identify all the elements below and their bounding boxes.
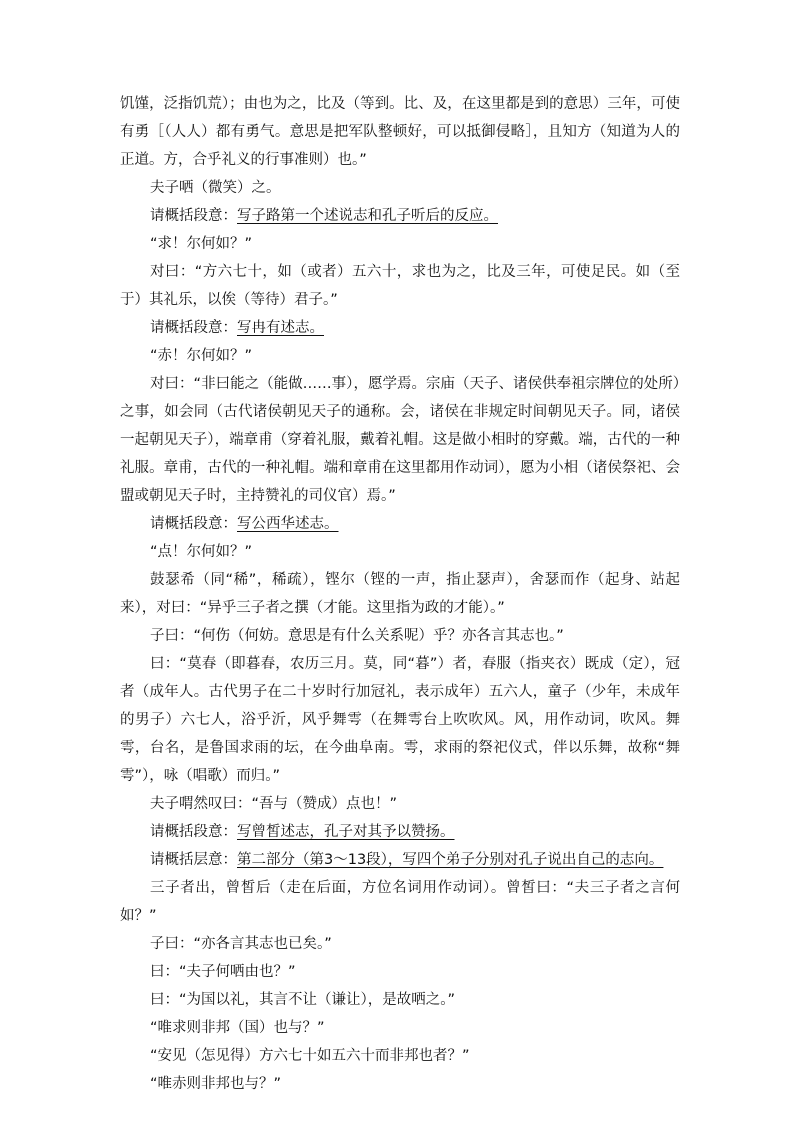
paragraph: 饥馑，泛指饥荒）；由也为之，比及（等到。比、及，在这里都是到的意思）三年，可使有勇［（人人）都有勇气。意思是把军队整顿好，可以抵御侵略］，且知方（知道为人的正道。方，合乎礼义的行事准则）也。” — [120, 96, 680, 168]
paragraph: 夫子喟然叹曰：“吾与（赞成）点也！” — [150, 796, 398, 812]
paragraph: “点！尔何如？” — [150, 544, 253, 560]
paragraph: 子曰：“亦各言其志也已矣。” — [150, 936, 332, 952]
summary-line — [120, 510, 680, 538]
summary-answer: 写子路第一个述说志和孔子听后的反应。 — [237, 208, 498, 224]
summary-label: 请概括段意： — [150, 320, 237, 336]
summary-line — [120, 818, 680, 846]
paragraph: “唯求则非邦（国）也与？” — [150, 1020, 325, 1036]
paragraph: 鼓瑟希（同“稀”，稀疏），铿尔（铿的一声，指止瑟声），舍瑟而作（起身、站起来），对曰：“异乎三子者之撰（才能。这里指为政的才能）。” — [120, 572, 680, 616]
paragraph: 夫子哂（微笑）之。 — [150, 180, 281, 196]
summary-label: 请概括段意： — [150, 824, 237, 840]
paragraph: 对曰：“非曰能之（能做……事），愿学焉。宗庙（天子、诸侯供奉祖宗牌位的处所）之事，如会同（古代诸侯朝见天子的通称。会，诸侯在非规定时间朝见天子。同，诸侯一起朝见天子），端章甫（穿着礼服，戴着礼帽。这是做小相时的穿戴。端，古代的一种礼服。章甫，古代的一种礼帽。端和章甫在这里都用作动词），愿为小相（诸侯祭祀、会盟或朝见天子时，主持赞礼的司仪官）焉。” — [120, 376, 680, 504]
paragraph: “求！尔何如？” — [150, 236, 253, 252]
summary-answer: 第二部分（第3～13段），写四个弟子分别对孔子说出自己的志向。 — [237, 852, 664, 868]
paragraph: 曰：“莫春（即暮春，农历三月。莫，同“暮”）者，春服（指夹衣）既成（定），冠者（成年人。古代男子在二十岁时行加冠礼，表示成年）五六人，童子（少年，未成年的男子）六七人，浴乎沂，风乎舞雩（在舞雩台上吹吹风。风，用作动词，吹风。舞雩，台名，是鲁国求雨的坛，在今曲阜南。雩，求雨的祭祀仪式，伴以乐舞，故称“舞雩”），咏（唱歌）而归。” — [120, 656, 680, 784]
summary-answer: 写公西华述志。 — [237, 516, 339, 532]
summary-label: 请概括层意： — [150, 852, 237, 868]
summary-label: 请概括段意： — [150, 208, 237, 224]
paragraph: 对曰：“方六七十，如（或者）五六十，求也为之，比及三年，可使足民。如（至于）其礼乐，以俟（等待）君子。” — [120, 264, 680, 308]
summary-label: 请概括段意： — [150, 516, 237, 532]
paragraph: “唯赤则非邦也与？” — [150, 1076, 282, 1092]
paragraph: 曰：“为国以礼，其言不让（谦让），是故哂之。” — [150, 992, 456, 1008]
summary-line — [120, 846, 680, 874]
paragraph: “赤！尔何如？” — [150, 348, 253, 364]
paragraph: 三子者出，曾皙后（走在后面，方位名词用作动词）。曾皙曰：“夫三子者之言何如？” — [120, 880, 680, 924]
summary-answer: 写冉有述志。 — [237, 320, 324, 336]
document-body — [120, 90, 680, 1098]
paragraph: 曰：“夫子何哂由也？” — [150, 964, 296, 980]
paragraph: 子曰：“何伤（何妨。意思是有什么关系呢）乎？亦各言其志也。” — [150, 628, 564, 644]
summary-line — [120, 314, 680, 342]
summary-answer: 写曾皙述志，孔子对其予以赞扬。 — [237, 824, 455, 840]
summary-line — [120, 202, 680, 230]
paragraph: “安见（怎见得）方六七十如五六十而非邦也者？” — [150, 1048, 470, 1064]
